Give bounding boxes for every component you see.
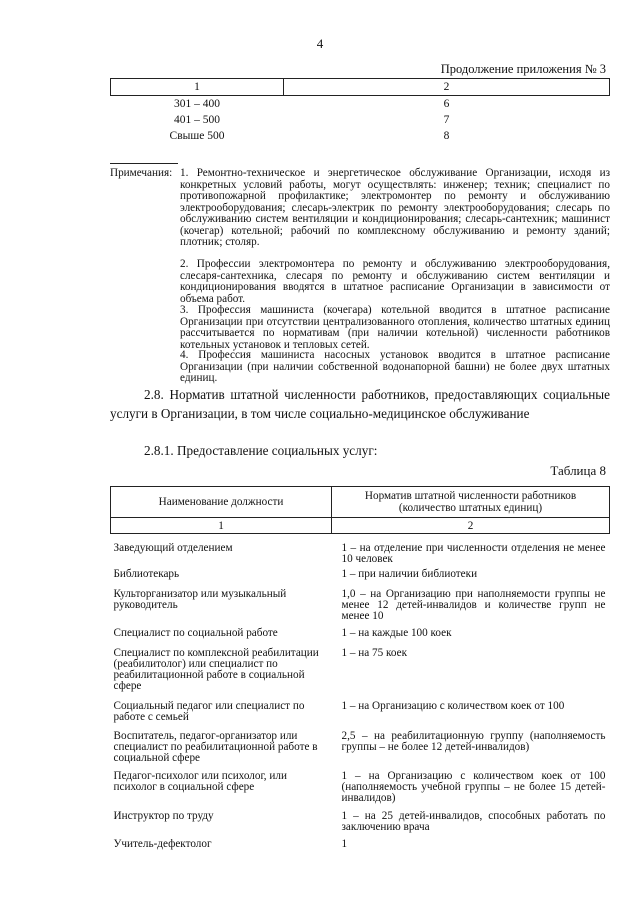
position-name-cell: Педагог-психолог или психолог, или психолог в социальной сфере [113,770,287,793]
table-cell: 8 [443,130,450,142]
table-row [111,96,610,113]
norm-cell: 1 – на 25 детей-инвалидов, способных работать по заключению врача [341,810,606,833]
table-row [111,624,610,644]
norm-cell: 1 – на Организацию с количеством коек от 100 [341,700,565,712]
column-number: 2 [332,518,610,534]
note-item: 1. Ремонтно-техническое и энергетическое обслуживание Организации, исходя из конкретных условий работы, могут осуществлять: инженер; техник; специалист по противопожарной профилактике; электромонтер по ремонту и обслуживанию электрооборудования; слесарь-электрик по ремонту электрооборудования; слесарь по обслуживанию систем вентиляции и кондиционирования; слесарь-сантехник; машинист (кочегар) котельной; рабочий по комплексному обслуживанию и ремонту зданий; плотник; столяр. [180,167,610,248]
position-name-cell: Инструктор по труду [113,810,214,822]
table-8-caption: Таблица 8 [550,463,606,478]
norm-cell: 1,0 – на Организацию при наполняемости группы не менее 12 детей-инвалидов и количестве групп не менее 10 [341,588,606,622]
table-row [111,112,610,128]
norm-cell: 1 – на 75 коек [341,647,408,659]
page-number: 4 [316,36,324,51]
table-header-row [111,487,610,518]
section-2-8-1-heading: 2.8.1. Предоставление социальных услуг: [144,443,378,458]
table-row [111,835,610,853]
column-number: 1 [111,518,332,534]
norm-cell: 1 [341,838,348,850]
table-row [111,767,610,807]
table-row [111,697,610,727]
note-item: 2. Профессии электромонтера по ремонту и обслуживанию электрооборудования, слесаря-сантехника, слесаря по ремонту и обслуживанию систем вентиляции и кондиционирования вводятся в штатное расписание Организации в зависимости от объема работ. [180,258,610,305]
norm-cell: 1 – при наличии библиотеки [341,568,478,580]
column-header: Наименование должности [111,487,332,518]
table-row [111,585,610,624]
table-cell: 301 – 400 [174,98,220,110]
column-header: 2 [284,79,610,96]
column-header: Норматив штатной численности работников (количество штатных единиц) [332,487,610,518]
table-cell: 6 [443,98,450,110]
norm-cell: 2,5 – на реабилитационную группу (наполняемость группы – не более 12 детей-инвалидов) [341,730,606,753]
table-1 [110,78,610,144]
norm-cell: 1 – на отделение при численности отделения не менее 10 человек [341,542,606,565]
position-name-cell: Специалист по комплексной реабилитации (реабилитолог) или специалист по реабилитационной работе в социальной сфере [113,647,319,692]
table-row [111,534,610,566]
table-cell: 7 [443,114,450,126]
table-cell: 401 – 500 [174,114,220,126]
table-row [111,128,610,144]
norm-cell: 1 – на Организацию с количеством коек от 100 (наполняемость учебной группы – не более 15 детей-инвалидов) [341,770,606,804]
section-2-8-paragraph: 2.8. Норматив штатной численности работников, предоставляющих социальные услуги в Организации, в том числе социально-медицинское обслуживание [110,387,610,421]
continuation-label: Продолжение приложения № 3 [440,62,606,76]
position-name-cell: Учитель-дефектолог [113,838,212,850]
note-item: 4. Профессия машиниста насосных установок вводится в штатное расписание Организации (при наличии собственной водонапорной башни) не более двух штатных единиц. [180,349,610,384]
position-name-cell: Библиотекарь [113,568,180,580]
footnote-divider [110,163,178,164]
table-8 [110,486,610,853]
table-row [111,727,610,767]
norm-cell: 1 – на каждые 100 коек [341,627,452,639]
position-name-cell: Культорганизатор или музыкальный руководитель [113,588,287,611]
position-name-cell: Воспитатель, педагог-организатор или специалист по реабилитационной работе в социальной сфере [113,730,318,764]
note-item: 3. Профессия машиниста (кочегара) котельной вводится в штатное расписание Организации при отсутствии централизованного отопления, количество штатных единиц рассчитывается по нормативам (при наличии котельной) численности работников котельных установок и тепловых сетей. [180,304,610,351]
position-name-cell: Заведующий отделением [113,542,233,554]
column-number-row [111,518,610,534]
column-header: 1 [111,79,284,96]
table-row [111,644,610,697]
position-name-cell: Социальный педагог или специалист по работе с семьей [113,700,305,723]
table-row [111,807,610,835]
table-row [111,565,610,585]
table-cell: Свыше 500 [169,130,225,142]
table-header-row [111,79,610,96]
notes-label: Примечания: [110,167,173,179]
position-name-cell: Специалист по социальной работе [113,627,278,639]
